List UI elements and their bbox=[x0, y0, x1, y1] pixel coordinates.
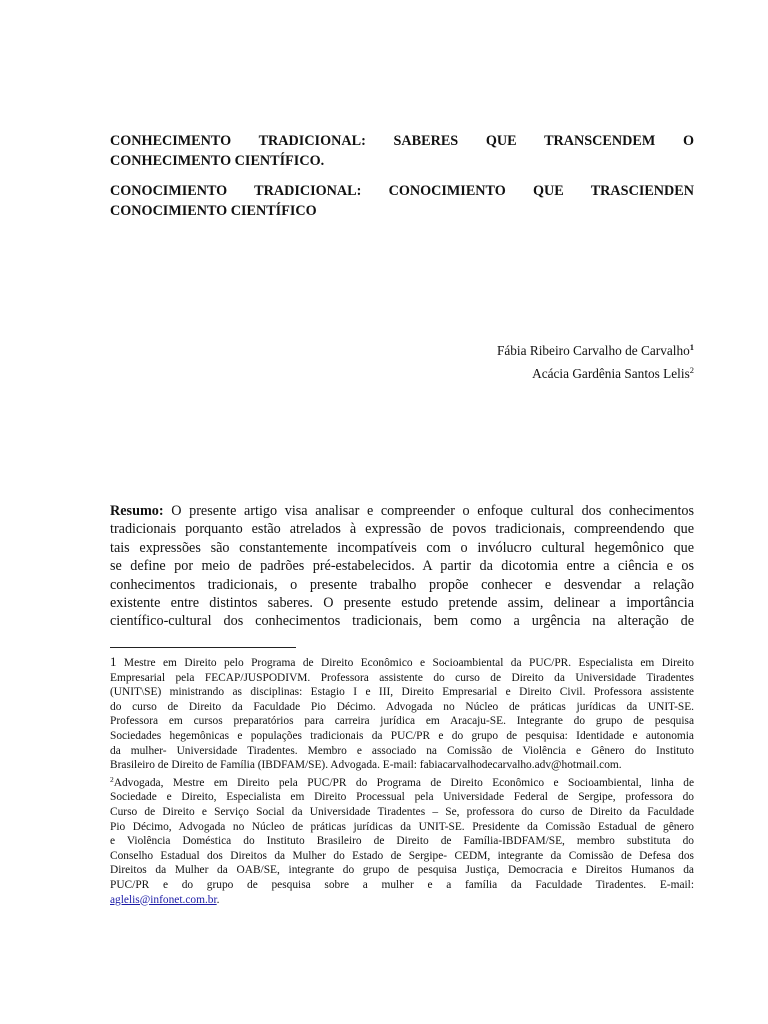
abstract-line: tais expressões são constantemente incompatíveis com o invólucro cultural hegemônico que bbox=[110, 539, 694, 556]
author-2-name: Acácia Gardênia Santos Lelis bbox=[532, 366, 690, 381]
author-1-name: Fábia Ribeiro Carvalho de Carvalho bbox=[496, 343, 690, 358]
footnote-2-line: e Violência Doméstica do Instituto Brasileiro de Direito de Família-IBDFAM/SE, membro substituta do bbox=[110, 835, 694, 848]
title-portuguese-line-1: CONHECIMENTO TRADICIONAL: SABERES QUE TRANSCENDEM O bbox=[110, 133, 694, 149]
footnote-1-line: Professora em cursos preparatórios para carreira jurídica em Aracaju-SE. Integrante do grupo de pesquisa bbox=[110, 715, 694, 728]
abstract-line: conhecimentos tradicionais, o presente trabalho propõe conhecer e desvendar a relação bbox=[110, 576, 694, 593]
footnote-separator bbox=[110, 647, 296, 648]
title-portuguese-line-2: CONHECIMENTO CIENTÍFICO. bbox=[110, 153, 325, 169]
title-spanish-line-1: CONOCIMIENTO TRADICIONAL: CONOCIMIENTO QUE TRASCIENDEN bbox=[110, 183, 694, 199]
footnote-1-line: Sociedades hegemônicas e populações tradicionais da PUC/PR e do grupo de pesquisa: Identidade e autonomia bbox=[110, 729, 694, 742]
footnote-1-number: 1 bbox=[110, 654, 117, 669]
footnote-2-line: PUC/PR e do grupo de pesquisa sobre a mulher e a família da Faculdade Tiradentes. E-mail: bbox=[110, 878, 694, 891]
footnote-2-line: Conselho Estadual dos Direitos da Mulher do Estado de Sergipe- CEDM, integrante da Comissão de Defesa dos bbox=[110, 849, 694, 862]
title-spanish-line-2: CONOCIMIENTO CIENTÍFICO bbox=[110, 203, 317, 219]
footnote-1-line: 1 Mestre em Direito pelo Programa de Direito Econômico e Socioambiental da PUC/PR. Especialista em Direito bbox=[110, 654, 694, 669]
title-portuguese bbox=[110, 131, 694, 171]
author-1-footnote-marker[interactable]: 1 bbox=[689, 342, 694, 352]
abstract-line: se define por meio de padrões pré-estabelecidos. A partir da dicotomia entre a ciência e os bbox=[110, 558, 694, 575]
footnote-2-number: 2 bbox=[110, 774, 114, 784]
footnote-1-line: do curso de Direito da Faculdade Pio Décimo. Advogada no Núcleo de práticas jurídicas da UNIT-SE. bbox=[110, 700, 694, 713]
footnote-2-line: Curso de Direito e Serviço Social da Universidade Tiradentes – Se, professora do curso de Direito da Faculdade bbox=[110, 805, 694, 818]
footnote-2-line: Pio Décimo, Advogada no Núcleo de práticas jurídicas da UNIT-SE. Presidente da Comissão Estadual de gênero bbox=[110, 820, 694, 833]
author-1 bbox=[497, 338, 694, 360]
abstract bbox=[110, 502, 694, 631]
footnote-1-line: (UNIT\SE) ministrando as disciplinas: Estagio I e III, Direito Empresarial e Direito Civil. Professora assistente bbox=[110, 686, 694, 699]
abstract-line: tradicionais porquanto estão atrelados à expressão de povos tradicionais, compreendendo que bbox=[110, 521, 694, 538]
footnote-2-line: Direitos da Mulher da OAB/SE, integrante do grupo de pesquisa Justiça, Democracia e Direitos Humanos da bbox=[110, 864, 694, 877]
author-2-footnote-marker[interactable]: 2 bbox=[689, 365, 694, 375]
abstract-line: existente entre distintos saberes. O presente estudo pretende assim, delinear a importância bbox=[110, 595, 694, 612]
footnote-1-line: Empresarial pela FECAP/JUSPODIVM. Professora assistente do curso de Direito da Universidade Tiradentes bbox=[110, 671, 694, 684]
footnote-1-line: da mulher- Universidade Tiradentes. Membro e associado na Comissão de Violência e Gênero do Instituto bbox=[110, 744, 694, 757]
abstract-label: Resumo: bbox=[110, 503, 164, 519]
abstract-line: científico-cultural dos conhecimentos tradicionais, bem como a urgência na alteração de bbox=[110, 613, 694, 630]
footnotes bbox=[110, 655, 694, 907]
email-link[interactable]: aglelis@infonet.com.br bbox=[110, 893, 217, 906]
footnote-2-line: Sociedade e Direito, Especialista em Direito Processual pela Universidade Federal de Sergipe, professora do bbox=[110, 791, 694, 804]
footnote-1-line: Brasileiro de Direito de Família (IBDFAM/SE). Advogada. E-mail: fabiacarvalhodecarvalho.adv@hotmail.com. bbox=[110, 759, 622, 772]
author-2 bbox=[532, 361, 694, 383]
title-spanish bbox=[110, 181, 694, 221]
abstract-line: Resumo: O presente artigo visa analisar e compreender o enfoque cultural dos conhecimentos bbox=[110, 503, 694, 519]
footnote-2-email-line: aglelis@infonet.com.br. bbox=[110, 893, 220, 906]
footnote-2-line: $^2$Advogada, Mestre em Direito pela PUC/PR do Programa de Direito Econômico e Socioambiental, linha de bbox=[110, 774, 694, 789]
